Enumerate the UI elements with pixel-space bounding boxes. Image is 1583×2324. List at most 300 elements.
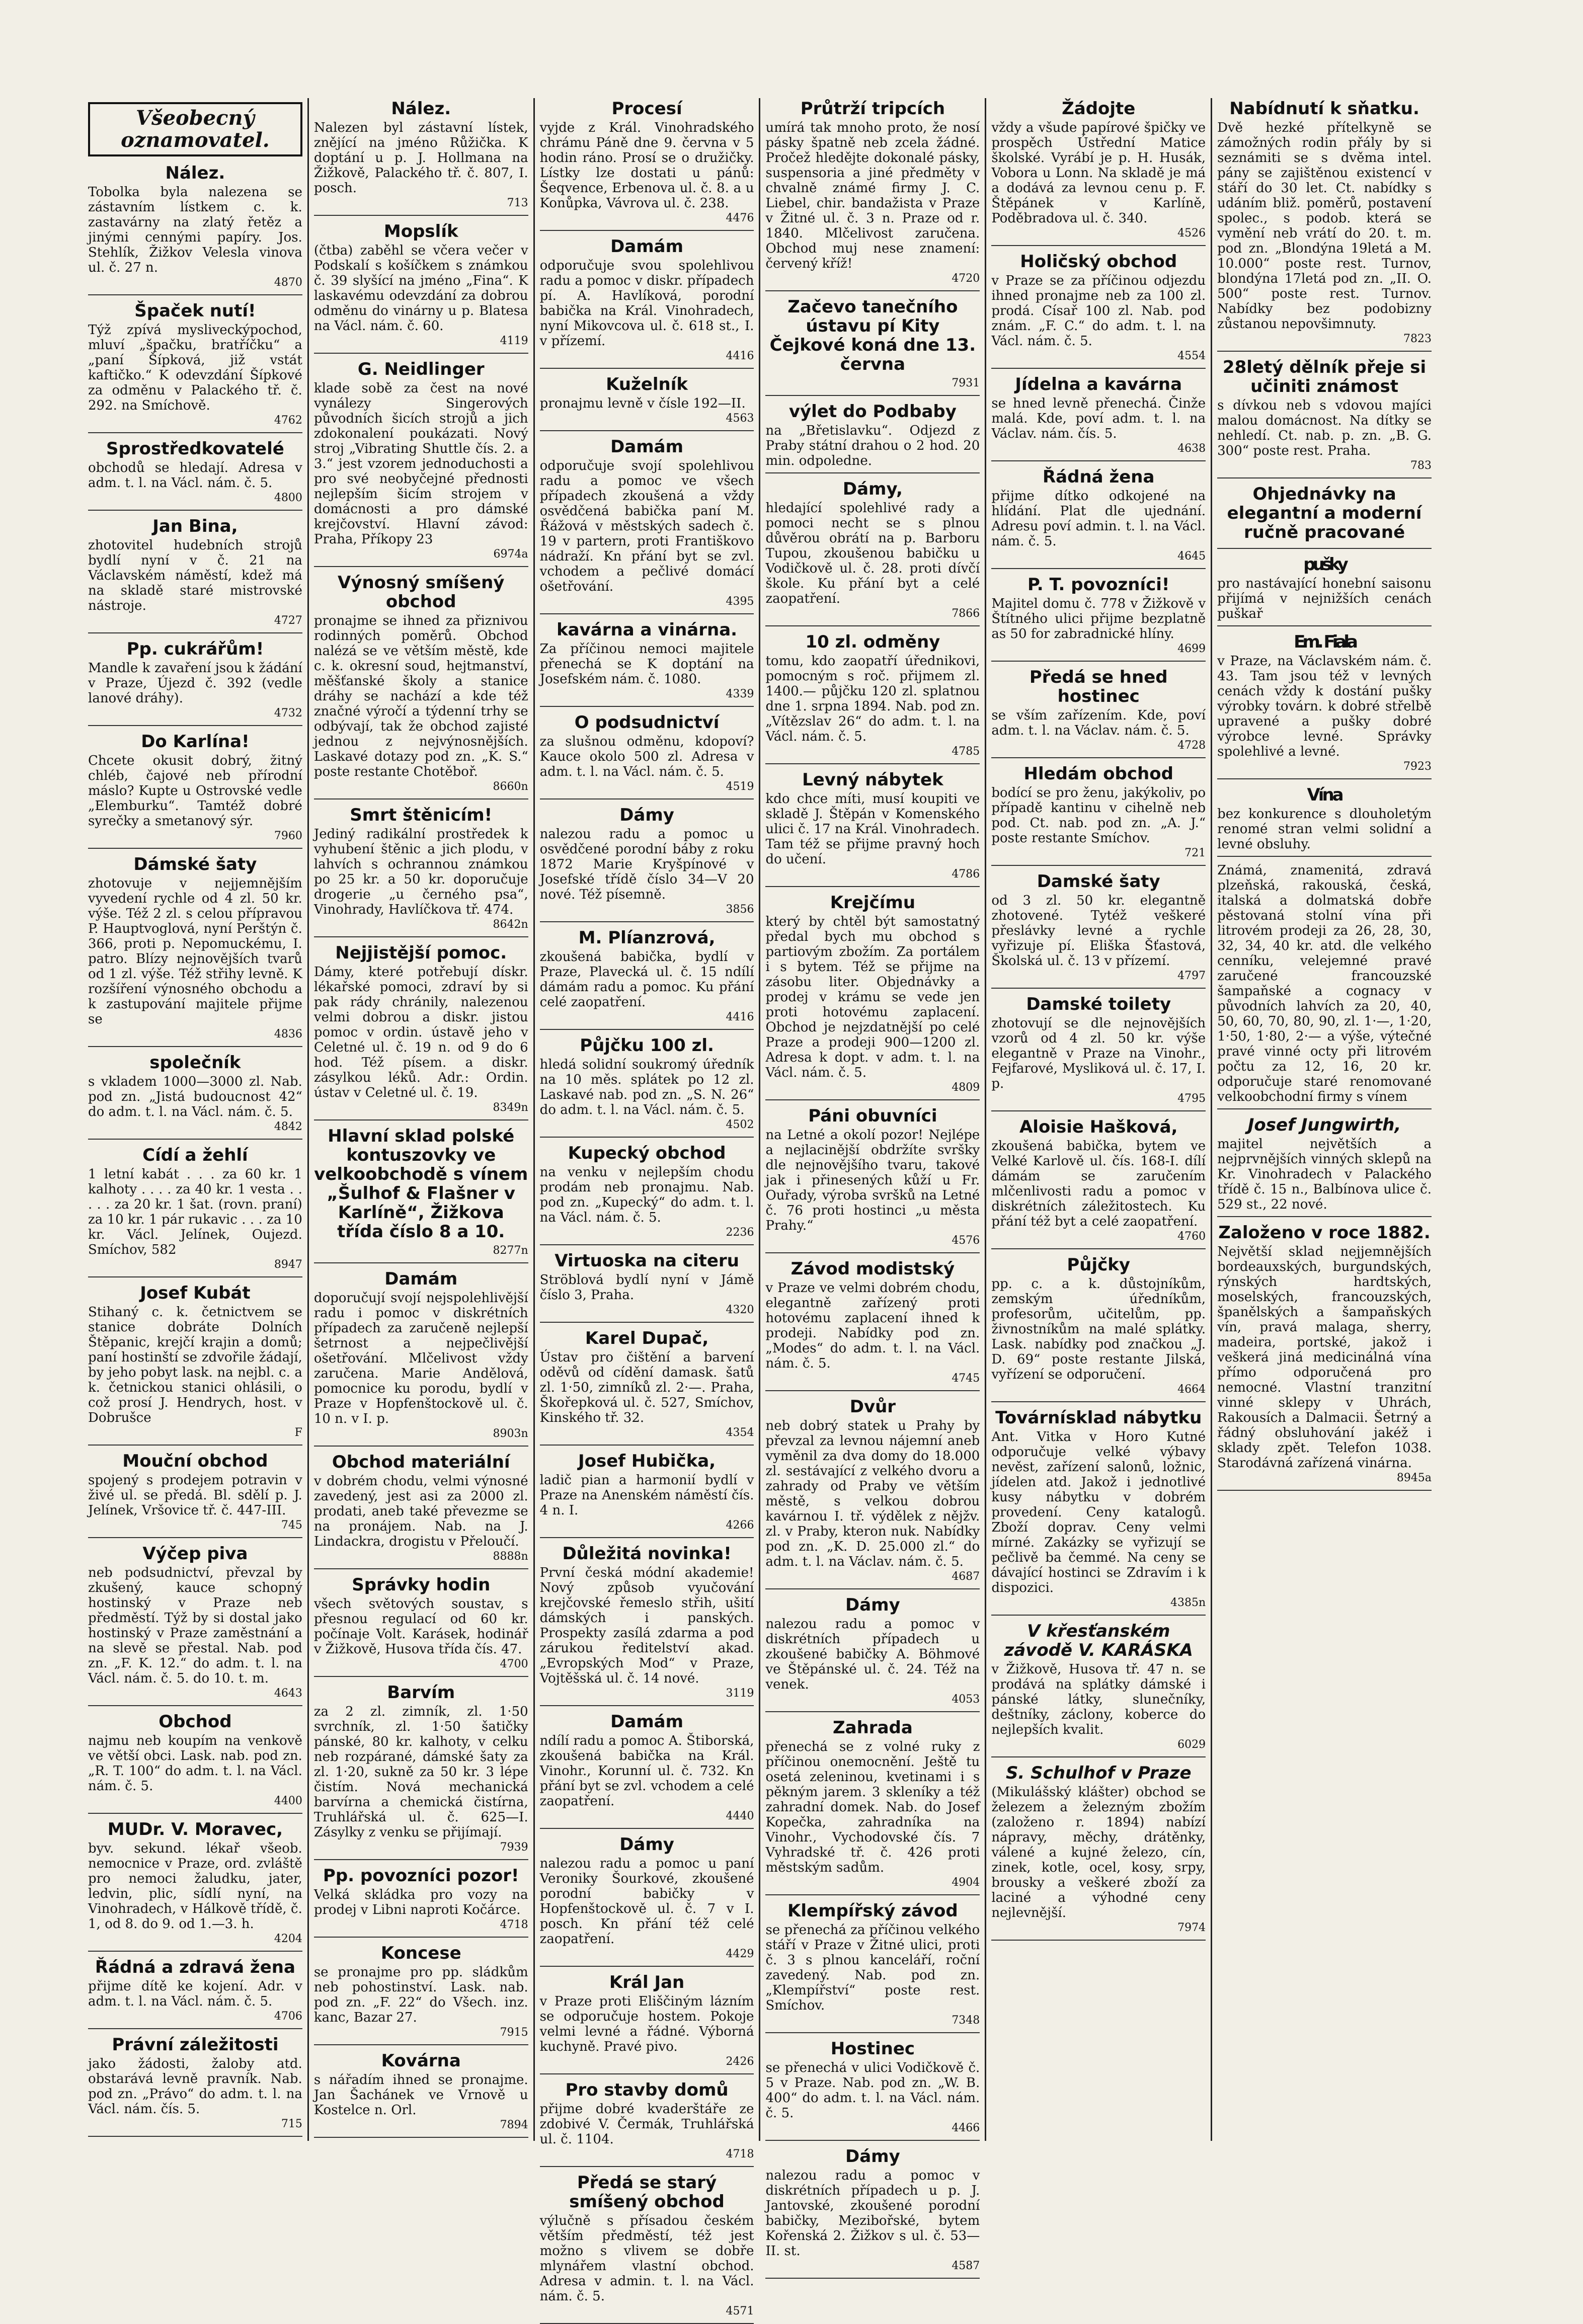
ad-number: 4718 — [500, 1918, 528, 1931]
classified-ad — [540, 437, 754, 614]
ad-number: 4706 — [274, 2010, 302, 2023]
classified-ad — [88, 301, 302, 433]
classified-ad — [991, 575, 1206, 662]
ad-heading: Právní záležitosti — [112, 2035, 279, 2055]
ad-heading: Pp. povozníci pozor! — [323, 1866, 519, 1886]
classified-ad — [314, 943, 528, 1120]
classified-ad — [540, 1835, 754, 1967]
newspaper-page — [83, 98, 1437, 2317]
ad-heading: Cídí a žehlí — [142, 1145, 248, 1165]
classified-ad — [88, 2035, 302, 2137]
classified-ad — [88, 732, 302, 849]
ad-number: 3856 — [726, 903, 754, 916]
ad-text: zhotovují se dle nejnovějších vzorů od 4 zl. 50 kr. výše elegantně v Praze na Vinohr., Fejfarové, Mysliková ul. č. 17, I. p. — [991, 1016, 1206, 1091]
classified-ad — [991, 872, 1206, 989]
classified-ad — [765, 479, 980, 626]
classified-ad — [991, 99, 1206, 246]
ad-heading: V křesťanském závodě V. KARÁSKA — [1004, 1621, 1193, 1660]
ad-text: Nalezen byl zástavní lístek, znějící na jméno Růžička. K doptání u p. J. Hollmana na Žižkově, Palackého tř. č. 807, I. posch. — [313, 120, 528, 196]
ad-text: s dívkou neb s vdovou majíci malou domácnost. Na dítky se nehledí. Ct. nab. p. zn. „B. G. 300“ poste rest. Praha. — [1217, 398, 1432, 458]
ad-number: 4571 — [726, 2305, 754, 2317]
ad-text: 1 letní kabát . . . za 60 kr. 1 kalhoty . . . . za 40 kr. 1 vesta . . . . . za 20 kr. 1 šat. (rovn. praní) za 10 kr. 1 pár rukavic . . . za 10 kr. Václ. Jelínek, Oujezd. Smíchov, 582 — [88, 1167, 302, 1257]
ad-heading: Pro stavby domů — [565, 2080, 729, 2100]
ad-number: 4587 — [952, 2260, 980, 2272]
ad-text: bez konkurence s dlouholetým renomé stran velmi solidní a levné obsluhy. — [1217, 807, 1432, 852]
classified-ad — [540, 1329, 754, 1446]
ad-number: 8642n — [493, 918, 528, 931]
ad-number: 8947 — [274, 1258, 302, 1271]
ad-text: obchodů se hledají. Adresa v adm. t. l. na Václ. nám. č. 5. — [88, 460, 302, 491]
ad-text: který by chtěl být samostatný předal bych mu obchod s partiovým zbožím. Za portálem i s bytem. Též se přijme na zásobu liter. Objednávky a prodej v krámu se vede jen proti hotovému zaplacení. Obchod je nejzdatnější po celé Praze a prodeji 900—1200 zl. Adresa k dopt. v adm. t. l. na Václ. nám. č. 5. — [765, 914, 980, 1080]
ad-heading: Továrnísklad nábytku — [995, 1408, 1202, 1428]
ad-heading: P. T. povozníci! — [1027, 575, 1170, 595]
ad-text: s vkladem 1000—3000 zl. Nab. pod zn. „Jistá budoucnost 42“ do adm. t. l. na Václ. nám. č. 5. — [88, 1074, 302, 1119]
ad-heading: Dámy — [619, 1834, 674, 1855]
ad-number: 4554 — [1177, 350, 1206, 362]
ad-number: 4385n — [1170, 1596, 1206, 1609]
ad-text: hledá solidní soukromý úředník na 10 měs. splátek po 12 zl. Laskavé nab. pod zn. „S. N. 26“ do adm. t. l. na Václ. nám. č. 5. — [539, 1057, 754, 1117]
ad-text: (čtba) zaběhl se včera večer v Podskalí s košíčkem s známkou č. 39 slyšící na jméno „Fina“. K laskavému odevzdání za dobrou odměnu do vinárny u p. Blatesa na Václ. nám. č. 60. — [313, 243, 528, 334]
ad-heading: Jan Bina, — [152, 516, 238, 536]
ad-heading: Dámy — [845, 2146, 900, 2167]
ad-number: 4720 — [952, 272, 980, 285]
classified-ad — [991, 668, 1206, 758]
classified-ad — [540, 1544, 754, 1706]
ad-heading: Aloisie Hašková, — [1019, 1117, 1178, 1137]
classified-ad — [314, 99, 528, 216]
ad-text: v Praze se za příčinou odjezdu ihned pronajme neb za 100 zl. prodá. Císař 100 zl. Nab. pod znám. „F. C.“ do adm. t. l. na Václ. nám. č. 5. — [991, 273, 1206, 349]
ad-text: vyjde z Král. Vinohradského chrámu Páně dne 9. června v 5 hodin ráno. Prosí se o družičky. Lístky lze dostati u pánů: Šeqvence, Erbenova ul. č. 8. a u Konůpka, Vávrova ul. č. 238. — [539, 120, 754, 211]
ad-heading: Levný nábytek — [802, 770, 943, 790]
ad-heading: výlet do Podbaby — [788, 402, 957, 422]
classified-ad — [765, 2039, 980, 2141]
ad-number: 4466 — [952, 2122, 980, 2134]
ad-heading: Damám — [384, 1269, 458, 1289]
ad-heading: Jídelna a kavárna — [1015, 374, 1182, 394]
ad-heading: Josef Jungwirth, — [1247, 1115, 1401, 1135]
classified-ad — [314, 1866, 528, 1938]
ad-heading: G. Neidlinger — [357, 359, 485, 379]
ad-heading: Hlavní sklad polské kontuszovky ve velkoobchodě s vínem „Šulhof & Flašner v Karlíně“, Žižkova třída číslo 8 a 10. — [314, 1126, 528, 1242]
ad-number: 8349n — [493, 1101, 528, 1114]
ad-number: 4204 — [274, 1933, 302, 1945]
ad-number: 7823 — [1403, 333, 1432, 345]
ad-text: majitel největších a nejprvnějších vinných sklepů na Kr. Vinohradech v Palackého třídě č. 15 n., Balbínova ulice č. 529 st., 22 nové. — [1217, 1137, 1432, 1212]
column-2 — [309, 98, 535, 2141]
ad-number: 4416 — [726, 350, 754, 362]
ad-heading: pušky — [1303, 554, 1345, 575]
ad-text: za slušnou odměnu, kdopoví? Kauce okolo 500 zl. Adresa v adm. t. l. na Václ. nám. č. 5. — [539, 734, 754, 779]
classified-ad — [314, 806, 528, 937]
ad-number: 4728 — [1177, 739, 1206, 752]
ad-text: zhotovitel hudebních strojů bydlí nyní v č. 21 na Václavském náměstí, kdež má na skladě staré mistrovské nástroje. — [88, 538, 302, 613]
ad-text: pro nastávající honební saisonu přijímá v nejnižších cenách puškař — [1217, 576, 1432, 621]
ad-text: v dobrém chodu, velmi výnosné zavedený, jest asi za 2000 zl. prodati, aneb také převezme se na pronájem. Nab. na J. Lindackra, drogistu v Přeloučí. — [313, 1474, 528, 1549]
ad-text: Za příčinou nemoci majitele přenechá se K doptání na Josefském nám. č. 1080. — [539, 642, 754, 687]
ad-heading: Krejčímu — [830, 893, 916, 913]
classified-ad — [991, 1408, 1206, 1616]
ad-heading: Důležitá novinka! — [562, 1544, 732, 1564]
ad-number: 4526 — [1177, 227, 1206, 239]
ad-number: 4400 — [274, 1795, 302, 1807]
ad-heading: O podsudnictví — [574, 712, 720, 733]
ad-number: 4687 — [952, 1570, 980, 1583]
classified-ad — [540, 1712, 754, 1829]
column-5 — [986, 98, 1212, 2141]
ad-number: 6974a — [493, 548, 528, 560]
ad-heading: Žádojte — [1062, 99, 1136, 119]
column-4 — [760, 98, 986, 2272]
ad-text: Dvě hezké přítelkyně se zámožných rodin přály by si seznámiti se s dvěma intel. pány se zajištěnou existencí v stáří do 30 let. Ct. nabídky s udáním bliž. poměrů, postavení spolec., s podob. která se vymění neb vrátí do 20. t. m. pod zn. „Blondýna 19letá a M. 10.000“ poste rest. Turnov, blondýna 17letá pod zn. „II. O. 500“ poste rest. Turnov. Nabídky bez podobizny zůstanou nepovšimnuty. — [1217, 120, 1432, 332]
ad-number: 8903n — [493, 1427, 528, 1440]
classified-ad — [991, 995, 1206, 1111]
ad-number: 4800 — [274, 492, 302, 504]
ad-text: Ústav pro čištění a barvení oděvů od cídění damask. šatů zl. 1·50, zimníků zl. 2·—. Praha, Škořepková ul. č. 527, Smíchov, Kinského tř. 32. — [539, 1350, 754, 1425]
classified-ad — [540, 2173, 754, 2324]
ad-number: 7866 — [952, 607, 980, 620]
ad-heading: Dámy — [845, 1595, 900, 1615]
ad-text: se pronajme pro pp. sládkům neb pohostinství. Lask. nab. pod zn. „F. 22“ do Všech. inz. kanc, Bazar 27. — [313, 1965, 528, 2025]
classified-ad — [540, 2080, 754, 2167]
ad-text: v Praze, na Václavském nám. č. 43. Tam jsou též v levných cenách vždy k dostání pušky výrobky továrn. k dobré střelbě upravené a pušky dobré výrobce levné. Správky spolehlivé a levné. — [1217, 654, 1432, 759]
classified-ad — [991, 764, 1206, 866]
ad-heading: M. Plíanzrová, — [578, 928, 716, 948]
column-1-ads — [88, 164, 302, 2137]
classified-ad — [991, 1255, 1206, 1402]
ad-number: 715 — [281, 2118, 302, 2130]
ad-number: 6029 — [1177, 1738, 1206, 1751]
ad-heading: Průtrží tripcích — [800, 99, 945, 119]
ad-heading: kavárna a vinárna. — [557, 620, 738, 640]
classified-ad — [88, 1284, 302, 1446]
ad-number: 4727 — [274, 614, 302, 627]
ad-number: 4842 — [274, 1120, 302, 1133]
ad-heading: Em. Fiala — [1294, 632, 1355, 652]
column-3 — [535, 98, 761, 2317]
ad-number: 7894 — [500, 2119, 528, 2131]
ad-text: Ant. Vitka v Horo Kutné odporučuje velké výbavy nevěst, zařízení salonů, ložnic, jídelen atd. Jakož i jednotlivé kusy nábytku v dobrém provedení. Ceny katalogů. Zboží doprav. Ceny velmi mírné. Zakázky se vyřizují se pečlivě ba čemmé. Na ceny se dávající hostinci se Zdravím i k dispozici. — [991, 1429, 1206, 1595]
ad-text: za 2 zl. zimník, zl. 1·50 svrchník, zl. 1·50 šatičky pánské, 80 kr. kalhoty, v celku neb rozpárané, dámské šaty za zl. 1·20, sukně za 50 kr. 3 lépe čistím. Nová mechanická barvírna a chemická čistírna, Truhlářská ul. č. 625—I. Zásylky z venku se přijímají. — [313, 1704, 528, 1840]
ad-number: 4502 — [726, 1118, 754, 1131]
classified-ad — [540, 620, 754, 707]
classified-ad — [765, 1259, 980, 1391]
ad-heading: Založeno v roce 1882. — [1218, 1223, 1431, 1243]
ad-text: se přenechá v ulici Vodičkově č. 5 v Praze. Nab. pod zn. „W. B. 400“ do adm. t. l. na Václ. nám. č. 5. — [765, 2060, 980, 2121]
ad-heading: Barvím — [387, 1682, 455, 1703]
classified-ad — [765, 2147, 980, 2279]
ad-heading: Procesí — [611, 99, 682, 119]
classified-ad — [1217, 863, 1432, 1109]
classified-ad — [314, 222, 528, 354]
classified-ad — [88, 439, 302, 511]
ad-number: 713 — [507, 197, 528, 209]
ad-number: 4119 — [500, 335, 528, 347]
classified-ad — [765, 1106, 980, 1253]
classified-ad — [314, 1575, 528, 1677]
ad-number: 4797 — [1177, 970, 1206, 982]
ad-heading: Damám — [610, 1712, 684, 1732]
ad-heading: Dámské šaty — [133, 854, 257, 874]
ad-text: neb podsudnictví, převzal by zkušený, kauce schopný hostinský v Praze neb předměstí. Týž by si dostal jako hostinský v Praze zaměstnání a na slevě se přestal. Nab. pod zn. „F. K. 12.“ do adm. t. l. na Václ. nám. č. 5. do 10. t. m. — [88, 1565, 302, 1686]
column-1 — [83, 98, 309, 2141]
ad-heading: Karel Dupač, — [585, 1328, 709, 1348]
ad-heading: Smrt štěnicím! — [350, 805, 493, 825]
ad-text: kdo chce míti, musí koupiti ve skladě J. Štěpán v Komenského ulici č. 17 na Král. Vinohradech. Tam též se přijme pravný hoch do učení. — [765, 791, 980, 867]
ad-heading: Damám — [610, 437, 684, 457]
ad-number: 4786 — [952, 868, 980, 880]
ad-heading: Mouční obchod — [122, 1451, 268, 1471]
ad-text: Chcete okusit dobrý, žitný chléb, čajové neb přírodní máslo? Kupte u Ostrovské vedle „Elemburku“. Tamtéž dobré syrečky a smetanový sýr. — [88, 753, 302, 829]
ad-number: 783 — [1410, 459, 1432, 472]
ad-heading: Mopslík — [383, 221, 458, 242]
ad-heading: Nález. — [165, 163, 225, 183]
ad-text: jako žádosti, žaloby atd. obstarává levně pravník. Nab. pod zn. „Právo“ do adm. t. l. na Václ. nám. čís. 5. — [88, 2056, 302, 2117]
ad-number: 4339 — [726, 688, 754, 700]
classified-ad — [1217, 785, 1432, 857]
ad-number: 4638 — [1177, 442, 1206, 455]
classified-ad — [88, 164, 302, 295]
ad-number: 4699 — [1177, 643, 1206, 655]
ad-number: 4416 — [726, 1011, 754, 1023]
ad-number: 4664 — [1177, 1383, 1206, 1396]
classified-ad — [540, 99, 754, 231]
classified-ad — [314, 573, 528, 799]
section-title: Všeobecný oznamovatel. — [88, 102, 302, 156]
classified-ad — [765, 99, 980, 291]
classified-ad — [991, 1764, 1206, 1941]
classified-ad — [88, 1712, 302, 1814]
ad-number: 4785 — [952, 745, 980, 758]
ad-text: od 3 zl. 50 kr. elegantně zhotovené. Tytéž veškeré přeslávky levné a rychle vyřizuje pí. Eliška Šťastová, Školská ul. č. 13 v přízemí. — [991, 893, 1206, 969]
ad-number: 4762 — [274, 414, 302, 427]
ad-heading: Do Karlína! — [141, 732, 250, 752]
classified-ad — [314, 1683, 528, 1860]
classified-ad — [540, 806, 754, 922]
classified-ad — [540, 713, 754, 799]
ad-number: 7923 — [1403, 760, 1432, 773]
ad-number: 7960 — [274, 830, 302, 842]
ad-text: přijme dobré kvaderštáře ze zdobivé V. Čermák, Truhlářská ul. č. 1104. — [539, 2102, 754, 2147]
ad-text: na „Břetislavku“. Odjezd z Praby státní drahou o 2 hod. 20 min. odpoledne. — [765, 423, 980, 468]
ad-text: Tobolka byla nalezena se zástavním lístkem c. k. zastavárny na zlatý řetěz a jinými cennými papíry. Jos. Stehlík, Žižkov Velesla vinova ul. č. 27 n. — [88, 185, 302, 275]
ad-text: zhotovuje v nejjemnějším vyvedení rychle od 4 zl. 50 kr. výše. Též 2 zl. s celou přípravou P. Hauptvoglová, nyní Perštýn č. 366, proti p. Nepomuckému, I. patro. Blízy nejnovějších tvarů od 1 zl. výše. Též střihy levně. K rozšíření výnosného obchodu a k zastupování majitele přijme se — [88, 876, 302, 1027]
classified-ad — [991, 1117, 1206, 1249]
ad-number: 4576 — [952, 1234, 980, 1247]
ad-heading: Obchod — [159, 1712, 232, 1732]
ad-heading: Sprostředkovatelé — [106, 439, 284, 459]
classified-ad — [765, 1595, 980, 1712]
ad-text: s nářadím ihned se pronajme. Jan Šachánek ve Vrnově u Kostelce n. Orl. — [313, 2072, 528, 2118]
ad-number: 4836 — [274, 1028, 302, 1040]
ad-heading: Damské šaty — [1037, 871, 1160, 892]
ad-text: přijme dítě ke kojení. Adr. v adm. t. l. na Václ. nám. č. 5. — [88, 1979, 302, 2009]
ad-text: zkoušená babička, bydlí v Praze, Plavecká ul. č. 15 ndílí dámám radu a pomoc. Ku přání celé zaopatření. — [539, 949, 754, 1010]
classified-ad — [540, 1144, 754, 1245]
ad-number: 8888n — [493, 1550, 528, 1563]
ad-text: se přenechá za příčinou velkého stáří v Praze v Žitné ulici, proti č. 3 s plnou kanceláří, roční zavedený. Nab. pod zn. „Klempířství“ poste rest. Smíchov. — [765, 1922, 980, 2013]
ad-text: klade sobě za čest na nové vynálezy Singerových původních šicích strojů a jich zdokonalení poukázati. Nový stroj „Vibrating Shuttle čís. 2. a 3.“ jest vzorem jednoduchosti a pro své neobyčejné přednosti nejlepším šicím strojem v domácnosti a pro dámské krejčovství. Hlavní závod: Praha, Příkopy 23 — [313, 381, 528, 547]
classified-ad — [540, 375, 754, 431]
classified-ad — [314, 2051, 528, 2138]
ad-number: 7974 — [1177, 1921, 1206, 1934]
ad-heading: Klempířský závod — [787, 1901, 958, 1921]
ad-text: Stihaný c. k. četnictvem se stanice dobráte Dolních Štěpanic, krejčí krajin a domů; paní hostinští se zdvořile žádají, by jeho pobyt lask. na nejbl. c. a k. četnickou stanici ohlásili, o což prosí J. Hendrych, host. v Dobrušce — [88, 1305, 302, 1425]
ad-heading: Virtuoska na citeru — [555, 1251, 739, 1271]
ad-text: Dámy, které potřebují dískr. lékařské pomoci, zdraví by si pak rády chránily, nalezenou velmi dobrou a diskr. jistou pomoc v ordin. ústavě jeho v Celetné ul. č. 19 n. od 9 do 6 hod. Též písem. a diskr. zásylkou léků. Adr.: Ordin. ústav v Celetné ul. č. 19. — [313, 965, 528, 1100]
ad-heading: Kupecký obchod — [568, 1143, 726, 1163]
ad-text: byv. sekund. lékař všeob. nemocnice v Praze, ord. zvláště pro nemoci žaludku, jater, ledvin, plic, sídlí nyní, na Vinohradech, v Hálkově třídě, č. 1, od 8. do 9. od 1.—3. h. — [88, 1841, 302, 1932]
ad-number: 4645 — [1177, 550, 1206, 563]
ad-number: 4519 — [726, 780, 754, 793]
ad-number: 721 — [1184, 847, 1206, 859]
ad-number: 4320 — [726, 1304, 754, 1316]
ad-number: 2236 — [726, 1226, 754, 1239]
ad-number: 7915 — [500, 2026, 528, 2039]
ad-number: 4266 — [726, 1519, 754, 1532]
ad-heading: Josef Hubička, — [578, 1451, 716, 1471]
classified-ad — [314, 1453, 528, 1569]
column-4-ads — [765, 99, 980, 2279]
ad-text: (Mikulášský klášter) obchod se železem a železným zbožím (založeno r. 1894) nabízí nápravy, měchy, drátěnky, válené a kujné železo, cín, zinek, kotle, ocel, kosy, srpy, brousky a veškeré zboží za laciné a výhodné ceny nejlevnější. — [991, 1785, 1206, 1920]
ad-number: 7348 — [952, 2014, 980, 2027]
ad-heading: 10 zl. odměny — [805, 632, 940, 652]
ad-number: 4718 — [726, 2148, 754, 2160]
classified-ad — [540, 237, 754, 369]
column-2-ads — [314, 99, 528, 2138]
ad-heading: 28letý dělník přeje si učiniti známost — [1222, 357, 1427, 396]
ad-heading: Král Jan — [609, 1972, 685, 1992]
column-6 — [1212, 98, 1437, 2141]
ad-heading: Nejjistější pomoc. — [335, 943, 507, 963]
ad-number: 2426 — [726, 2055, 754, 2068]
ad-heading: Půjčku 100 zl. — [580, 1035, 714, 1056]
ad-text: Majitel domu č. 778 v Žižkově v Štítného ulici přijme bezplatně as 50 for zabradnické hlíny. — [991, 596, 1206, 642]
ad-text: výlučně s přísadou českém větším předměstí, též jest možno s vlivem se dobře mlynářem vlastní obchod. Adresa v admin. t. l. na Václ. nám. č. 5. — [539, 2213, 754, 2304]
ad-heading: Výčep piva — [142, 1544, 248, 1564]
classified-ad — [1217, 555, 1432, 626]
ad-text: Týž zpívá mysliveckýpochod, mluví „špačku, bratříčku“ a „paní Šípková, již vstát kaftičko.“ K odevzdání Šípkové za odměnu v Palackého tř. č. 292. na Smíchově. — [88, 323, 302, 413]
ad-text: ladič pian a harmonií bydlí v Praze na Anenském náměstí čís. 4 n. I. — [539, 1473, 754, 1518]
ad-heading: Dvůr — [849, 1397, 896, 1417]
classified-ad — [765, 297, 980, 396]
ad-text: Ströblová bydlí nyní v Jámě číslo 3, Praha. — [539, 1272, 754, 1303]
ad-text: Mandle k zavaření jsou k žádání v Praze, Újezd č. 392 (vedle lanové dráhy). — [88, 661, 302, 706]
classified-ad — [1217, 1115, 1432, 1217]
classified-ad — [1217, 485, 1432, 549]
column-3-ads — [540, 99, 754, 2324]
ad-text: vždy a všude papírové špičky ve prospěch Ústřední Matice školské. Vyrábí je p. H. Husák, Vobora u Lonn. Na skladě je má a dodává za levnou cenu p. F. Štěpánek v Karlíně, Poděbradova ul. č. 340. — [991, 120, 1206, 226]
ad-text: Největší sklad nejjemnějších bordeauxských, burgundských, rýnských hardtských, moselských, francouzských, španělských a šampaňských vín, pravá malaga, sherry, madeira, portské, jakož i veškerá jiná medicinálná vína přímo odporučená pro nemocné. Vlastní tranzitní vinné sklepy v Uhrách, Rakousích a Dalmacii. Šetrný a řádný obsluhování jakéž i sklady zpět. Telefon 1038. Starodávná zařízená vinárna. — [1217, 1244, 1432, 1471]
ad-heading: Špaček nutí! — [134, 301, 256, 321]
ad-text: v Praze ve velmi dobrém chodu, elegantně zařízený proti hotovému zaplacení ihned k prodeji. Nabídky pod zn. „Modes“ do adm. t. l. na Václ. nám. č. 5. — [765, 1280, 980, 1371]
classified-ad — [991, 375, 1206, 461]
ad-heading: Správky hodin — [352, 1575, 491, 1595]
ad-heading: společník — [149, 1053, 241, 1073]
ad-number: 4643 — [274, 1687, 302, 1700]
ad-text: zkoušená babička, bytem ve Velké Karlově ul. čís. 168-I. dílí dámám se zaručením mlčenlivosti radu a pomoc v diskrétních záležitostech. Ku přání též byt a celé zaopatření. — [991, 1139, 1206, 1229]
ad-number: 7931 — [952, 377, 980, 389]
column-5-ads — [991, 99, 1206, 1941]
ad-text: neb dobrý statek u Prahy by převzal za levnou nájemní aneb vyměnil za dva domy do 18.000 zl. sestávající z velkého dvoru a zahrady od Praby ve větším městě, s velkou dobrou kavárnou I. tř. výdělek z nějžv. zl. v Praby, kteron nuk. Nabídky pod zn. „K. D. 25.000 zl.“ do adm. t. l. na Václav. nám. č. 5. — [765, 1418, 980, 1569]
ad-heading: Koncese — [380, 1943, 461, 1963]
ad-text: pronajmu levně v čísle 192—II. — [539, 396, 746, 411]
ad-text: nalezou radu a pomoc v diskrétních případech u p. J. Jantovské, zkoušené porodní babičky, Mezibořské, bytem Kořenská 2. Žižkov s ul. č. 53—II. st. — [765, 2168, 980, 2259]
ad-text: se vším zařízením. Kde, poví adm. t. l. na Václav. nám. č. 5. — [991, 708, 1206, 738]
ad-text: nalezou radu a pomoc u paní Veroniky Šourkové, zkoušené porodní babičky v Hopfenštockově ul. č. 7 v I. posch. Kn přání též celé zaopatření. — [539, 1856, 754, 1947]
ad-number: 4440 — [726, 1810, 754, 1822]
ad-heading: Půjčky — [1067, 1255, 1131, 1275]
ad-number: 3119 — [726, 1687, 754, 1700]
classified-ad — [1217, 1223, 1432, 1491]
ad-text: pp. c. a k. důstojníkům, zemským úředníkům, profesorům, učitelům, pp. živnostníkům na malé splátky. Lask. nabídky pod značkou „J. D. 69“ poste restante Jilská, vyřízení se odporučení. — [991, 1276, 1206, 1382]
column-6-ads — [1217, 99, 1432, 1491]
ad-heading: Předá se hned hostinec — [1029, 667, 1168, 706]
classified-ad — [765, 1718, 980, 1895]
ad-heading: Výnosný smíšený obchod — [338, 573, 505, 612]
ad-number: 4053 — [952, 1693, 980, 1706]
classified-ad — [88, 1452, 302, 1538]
classified-ad — [88, 1146, 302, 1277]
classified-ad — [1217, 632, 1432, 779]
ad-heading: Hledám obchod — [1023, 764, 1173, 784]
ad-text: doporučují svojí nejspolehlivější radu i pomoc v diskrétních případech za zaručeně nejlepší šetrnost a nejpečlivější ošetřování. Mlčelivost vždy zaručena. Marie Andělová, pomocnice ku porodu, bydlí v Praze v Hopfenštockově ul. č. 10 n. v I. p. — [313, 1291, 528, 1426]
ad-heading: Pp. cukrářům! — [126, 639, 264, 659]
classified-ad — [88, 1958, 302, 2029]
ad-number: 4732 — [274, 707, 302, 719]
ad-heading: Hostinec — [830, 2039, 915, 2059]
ad-heading: Dámy — [619, 805, 674, 825]
classified-ad — [765, 770, 980, 887]
ad-text: v Praze proti Eliščiným lázním se odporučuje hostem. Pokoje velmi levné a řádné. Výborná kuchyně. Pravé pivo. — [539, 1994, 754, 2054]
classified-ad — [540, 1973, 754, 2074]
ad-number: 4476 — [726, 212, 754, 224]
ad-heading: Dámy, — [842, 479, 903, 499]
ad-text: se hned levně přenechá. Činže malá. Kde, poví adm. t. l. na Václav. nám. čís. 5. — [991, 396, 1206, 441]
classified-ad — [540, 1036, 754, 1138]
classified-ad — [1217, 99, 1432, 352]
ad-heading: Nález. — [391, 99, 451, 119]
ad-text: umírá tak mnoho proto, že nosí pásky špatně neb zcela žádné. Pročež hledějte dokonalé pásky, suspensoria a jiné předměty v chvalně známé firmy J. C. Liebel, chir. bandažista v Praze v Žitné ul. č. 3 n. Praze od r. 1840. Mlčelivost zaručena. Obchod muj nese znamení: červený kříž! — [765, 120, 980, 271]
ad-text: nalezou radu a pomoc v diskrétních případech u zkoušené babičky A. Böhmové ve Štěpánské ul. č. 24. Též na venek. — [765, 1617, 980, 1692]
classified-ad — [314, 1269, 528, 1447]
classified-ad — [765, 1901, 980, 2033]
classified-ad — [540, 1251, 754, 1323]
classified-ad — [991, 252, 1206, 369]
classified-ad — [540, 928, 754, 1030]
ad-heading: Damské toilety — [1026, 994, 1171, 1014]
ad-heading: Závod modistský — [790, 1259, 955, 1279]
ad-heading: Kovárna — [381, 2051, 461, 2071]
ad-number: 4795 — [1177, 1092, 1206, 1105]
ad-number: 8945a — [1396, 1472, 1432, 1484]
ad-number: 8277n — [493, 1244, 528, 1257]
ad-text: všech světových soustav, s přesnou regulací od 60 kr. počínaje Volt. Karásek, hodinář v Žižkově, Husova třída čís. 47. — [313, 1596, 528, 1657]
ad-heading: Kuželník — [606, 374, 688, 394]
classified-ad — [314, 1944, 528, 2045]
ad-heading: Obchod materiální — [332, 1452, 510, 1472]
ad-number: 4760 — [1177, 1230, 1206, 1243]
ad-number: 745 — [281, 1519, 302, 1532]
classified-ad — [88, 517, 302, 633]
ad-text: tomu, kdo zaopatří úřednikovi, pomocným s roč. přijmem zl. 1400.— půjčku 120 zl. splatnou dne 1. srpna 1894. Nab. pod zn. „Vítězslav 26“ do adm. t. l. na Václ. nám. č. 5. — [765, 654, 980, 744]
ad-text: Známá, znamenitá, zdravá plzeňská, rakouská, česká, italská a dolmatská dobře pěstovaná stolní vína při litrovém prodeji za 26, 28, 30, 32, 34, 40 kr. atd. dle velkého cenníku, velejemné pravé zaručené francouzské šampaňské a cognacy v původních lahvích za 20, 40, 50, 60, 70, 80, 90, zl. 1·—, 1·20, 1·50, 1·80, 2·— a výše, výtečné pravé vinné octy při litrovém počtu za 12, 16, 20 kr. odporučuje staré renomované velkoobchodní firmy s vínem — [1217, 863, 1432, 1104]
ad-text: Velká skládka pro vozy na prodej v Libni naproti Kočárce. — [313, 1887, 528, 1917]
classified-ad — [314, 1127, 528, 1263]
ad-text: Jediný radikální prostředek k vyhubení štěnic a jich plodu, v lahvích s ochrannou známkou po 25 kr. a 50 kr. doporučuje drogerie „u černého psa“, Vinohrady, Havlíčkova tř. 474. — [313, 827, 528, 917]
ad-heading: Ohjednávky na elegantní a moderní ručně pracované — [1227, 484, 1422, 542]
classified-ad — [88, 1820, 302, 1952]
ad-number: 7939 — [500, 1841, 528, 1854]
